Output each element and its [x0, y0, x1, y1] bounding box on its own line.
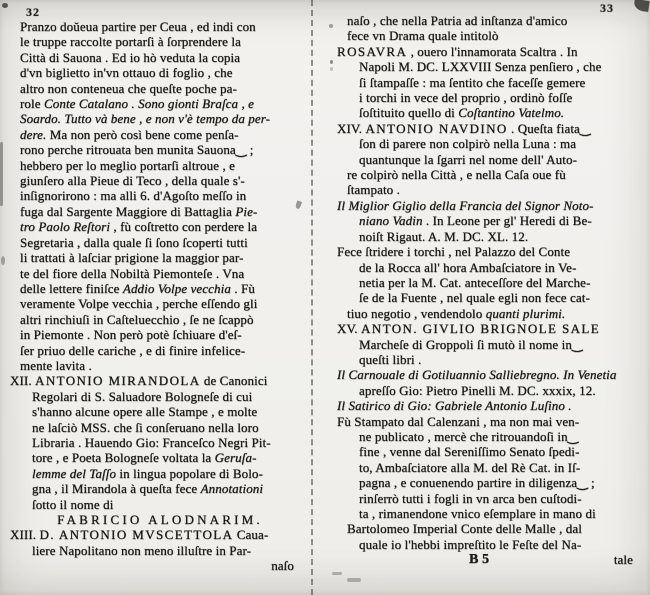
text-line: netia per la M. Cat. anteceſſore del Marche- [359, 274, 591, 290]
text-line: rono perche ritrouata ben munita Sauona‿ ; [20, 142, 254, 158]
text-line: XV. ANTON. GIVLIO BRIGNOLE SALE [337, 321, 601, 337]
text-line: quale io l'hebbi impreſtito le Feſte del Na- [359, 536, 582, 552]
text-line: apreſſo Gio: Pietro Pinelli M. DC. xxxix, 12. [359, 382, 596, 398]
text-line: ſoſtituito quello di Coſtantino Vatelmo. [359, 105, 565, 121]
scan-noise-mark [0, 142, 3, 206]
text-line: Fù Stampato dal Calenzani , ma non mai ven- [337, 413, 580, 429]
text-line: niano Vadin . In Leone per gl' Heredi di Be- [359, 213, 592, 229]
text-line: inſignorirono : ma alli 6. d'Agoſto meſſo in [20, 188, 247, 204]
text-line: liere Napolitano non meno illuſtre in Par- [32, 542, 252, 558]
signature-line: B 5 tale [469, 552, 633, 568]
text-line: Marcheſe di Groppoli ſi mutò il nome in‿ [359, 336, 583, 352]
scan-noise-mark [332, 572, 342, 575]
text-line: ſi ſtampaſſe : ma ſentito che faceſſe gemere [359, 74, 586, 90]
text-line: noiſt Rigaut. A. M. DC. XL. 12. [359, 228, 529, 244]
text-line: ſtampato . [347, 182, 400, 198]
scan-noise-mark [633, 0, 649, 12]
text-line: Il Satirico di Gio: Gabriele Antonio Luſino . [337, 398, 572, 414]
page-gutter-rule [311, 0, 313, 595]
scan-noise-mark [1, 256, 5, 265]
scan-noise-mark [2, 3, 8, 8]
text-line: de la Rocca all' hora Ambaſciatore in Ve- [359, 259, 577, 275]
text-line: ROSAVRA , ouero l'innamorata Scaltra . In [337, 43, 578, 59]
text-line: i torchi in vece del proprio , ordinò foſſe [359, 90, 573, 106]
scan-noise-mark [329, 24, 333, 28]
right-page [337, 13, 647, 568]
text-line: giunſero alla Pieue di Teco , della quale s'- [20, 173, 245, 189]
text-line: le truppe raccolte portarſi à ſorprendere la [20, 34, 241, 50]
text-line: fece vn Drama quale intitolò [347, 28, 499, 44]
text-line: hebbero per lo meglio portarſi altroue , e [20, 157, 236, 173]
text-line: delle lettere finiſce Addio Volpe vecchia . Fù [20, 280, 255, 296]
left-page-text [10, 19, 310, 574]
text-line: Libraria . Hauendo Gio: Franceſco Negri Pit- [32, 434, 271, 450]
text-line: naſo , che nella Patria ad inſtanza d'amico [347, 13, 568, 28]
text-line: tro Paolo Reſtori , fù coſtretto con perdere la [20, 219, 258, 235]
page-number-left: 32 [26, 5, 40, 19]
text-line: lemme del Taſſo in lingua popolare di Bolo- [32, 465, 263, 481]
text-line: Il Carnouale di Gotiluannio Salliebregno. In Venetia [337, 367, 617, 383]
left-page [10, 19, 310, 574]
text-line: d'vn biglietto in'vn ottauo di foglio , che [20, 65, 233, 81]
text-line: in Piemonte . Non però potè ſchiuare d'eſ- [20, 327, 242, 343]
text-line: ta , rimanendone vnico eſemplare in mano di [359, 506, 596, 521]
text-line: mente lavita . [20, 357, 92, 373]
text-line: ne laſciò MSS. che ſi conſeruano nella loro [32, 419, 259, 435]
text-line: XIV. ANTONIO NAVDINO . Queſta fiata‿ [337, 120, 591, 136]
catchword: naſo [271, 558, 294, 574]
text-line: altri rinchiuſi in Caſteluecchio , ſe ne ſcappò [20, 311, 254, 327]
text-line: to, Ambaſciatore alla M. del Rè Cat. in Iſ- [359, 459, 581, 475]
text-line: s'hanno alcune opere alle Stampe , e molte [32, 404, 258, 420]
text-line: Città di Sauona . Ed io hò veduta la copia [20, 49, 241, 65]
text-line: dere. Ma non però così bene come penſa- [20, 126, 239, 142]
scan-noise-mark [347, 578, 361, 582]
text-line: queſti libri . [359, 351, 422, 367]
text-line: Pranzo doŭeua partire per Ceua , ed indi con [20, 19, 256, 34]
text-line: ſon di parere non colpirò nella Luna : ma [359, 136, 577, 152]
text-line: veramente Volpe vecchia , perche eſſendo gli [20, 296, 258, 312]
text-line: altro non conteneua che queſte poche pa- [20, 80, 237, 96]
text-line: tore , e Poeta Bologneſe voltata la Geruſa- [32, 450, 257, 466]
text-line: role Conte Catalano . Sono gionti Braſca , e [20, 96, 255, 112]
text-line: Soardo. Tutto và bene , e non v'è tempo da per- [20, 111, 271, 127]
scan-noise-mark [330, 60, 333, 64]
text-line: gna , il Mirandola à queſta fece Annotationi [32, 481, 264, 497]
text-line: FABRICIO ALODNARIM. [57, 512, 263, 527]
text-line: re colpirò nella Città , e nella Caſa oue fù [347, 167, 566, 183]
text-line: Napoli M. DC. LXXVIII Senza penſiero , che [359, 59, 602, 75]
text-line: Segretaria , dalla quale ſi ſono ſcoperti tutti [20, 234, 248, 250]
right-page-text [337, 13, 647, 568]
text-line: ſotto il nome di [32, 496, 114, 512]
text-line: Il Miglior Giglio della Francia del Signor Noto- [337, 197, 594, 213]
text-line: fine , venne dal Sereniſſimo Senato ſpedi- [359, 444, 580, 460]
text-line: XII. ANTONIO MIRANDOLA de Canonici [10, 373, 268, 389]
text-line: fuga dal Sargente Maggiore di Battaglia Pie- [20, 203, 258, 219]
text-line: XIII. D. ANTONIO MVSCETTOLA Caua- [10, 527, 269, 543]
text-line: li trattati à laſciar prigione la maggior par- [20, 250, 244, 266]
page-number-right: 33 [600, 1, 614, 15]
text-line: tiuo negotio , vendendolo quanti plurimi. [347, 305, 566, 321]
text-line: ne publicato , mercè che ritrouandoſi in‿ [359, 428, 579, 444]
text-line: quantunque la ſgarri nel nome dell' Auto- [359, 151, 577, 167]
text-line: pagna , e conuenendo partire in diligenza‿ ; [359, 475, 595, 491]
text-line: ſer priuo delle cariche , e di finire infelice- [20, 342, 246, 358]
text-line: ſe de la Fuente , nel quale egli non fece cat- [359, 290, 590, 306]
text-line: rinſerrò tutti i fogli in vn arca ben cuſtodi- [359, 490, 582, 506]
text-line: te del fiore della Nobiltà Piemonteſe . Vna [20, 265, 245, 281]
text-line: Fece ſtridere i torchi , nel Palazzo del Conte [337, 244, 571, 260]
text-line: Regolari di S. Saluadore Bologneſe di cui [32, 388, 253, 404]
text-line: Bartolomeo Imperial Conte delle Malle , dal [347, 521, 582, 537]
